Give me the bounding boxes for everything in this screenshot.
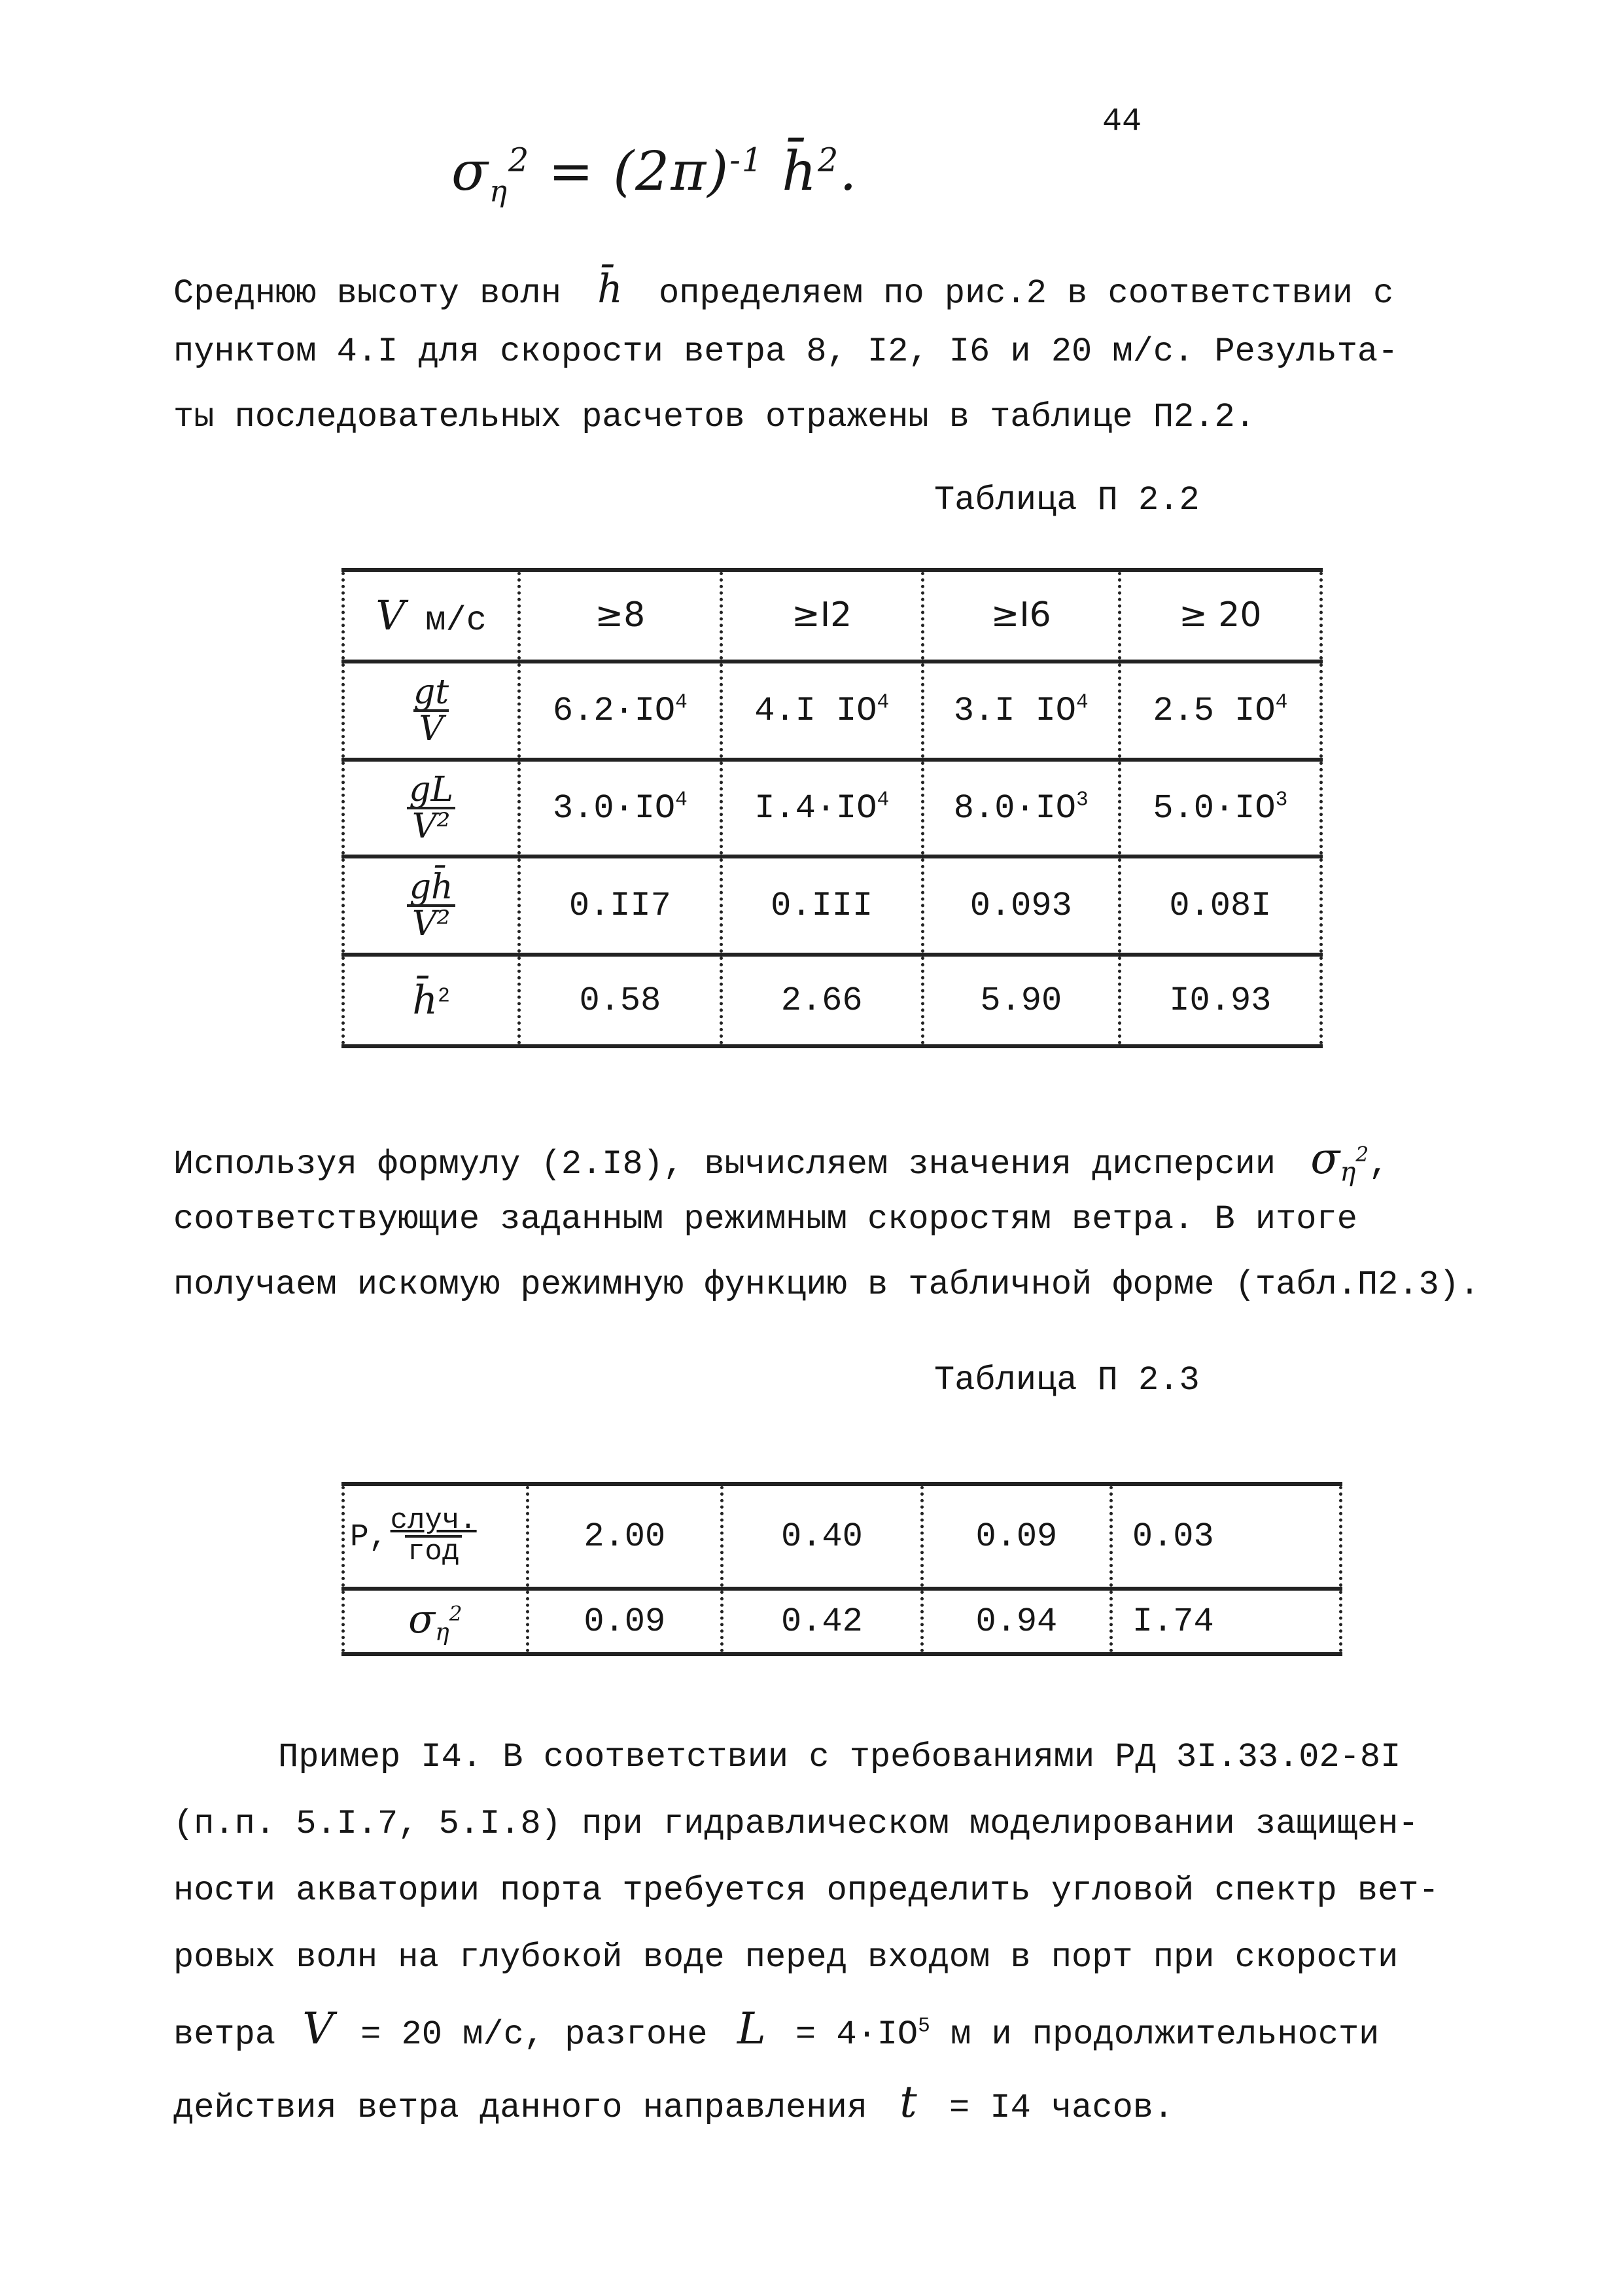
cell-value: I.4·IO <box>754 788 877 828</box>
para2-line1 <box>173 1133 1389 1188</box>
cell-value: 5.0·IO <box>1153 788 1276 828</box>
para3-line5-exp: 5 <box>918 2015 930 2038</box>
header-col-3 <box>922 570 1119 662</box>
frac-den: V <box>413 709 449 746</box>
formula-h-bar: h̄ <box>782 141 818 203</box>
header-col-1 <box>519 570 721 662</box>
table-cell <box>1111 1589 1340 1654</box>
para1-line1-text-b: определяем по рис.2 в соответствии с <box>659 274 1394 313</box>
frac-den: год <box>405 1535 462 1566</box>
table-cell <box>519 662 721 760</box>
row-label-h-bar-sq <box>343 955 519 1046</box>
cell-value: 0.09 <box>975 1517 1058 1556</box>
cell-value: 0.III <box>771 886 873 925</box>
symbol-t: t <box>899 2077 917 2127</box>
cell-value: 0.40 <box>781 1517 863 1556</box>
cell-value: 0.94 <box>975 1602 1058 1641</box>
formula-eq: = <box>548 141 595 203</box>
table-cell <box>922 1589 1111 1654</box>
cell-value: 3.0·IO <box>552 788 676 828</box>
para3-line5-text-d: м и продолжительности <box>951 2015 1380 2054</box>
page-number: 44 <box>1102 103 1142 141</box>
header-col-2 <box>721 570 922 662</box>
symbol-h-bar: h̄ <box>412 977 438 1023</box>
cell-value: 0.08I <box>1169 886 1272 925</box>
cell-exp: 4 <box>675 788 688 812</box>
symbol-sub: η <box>1340 1157 1356 1188</box>
para3-line6-text-a: действия ветра данного направления <box>173 2089 867 2127</box>
table-cell <box>527 1484 722 1589</box>
formula-lhs-sup: 2 <box>508 141 531 179</box>
formula-end: . <box>839 141 858 203</box>
table-row <box>343 857 1321 955</box>
table-cell <box>1119 662 1321 760</box>
cell-exp: 4 <box>1076 691 1089 715</box>
para3-line5-text-c: = 4·IO <box>795 2015 918 2054</box>
table-cell <box>1119 760 1321 857</box>
label-prefix: P, <box>350 1519 388 1555</box>
table-row <box>343 1589 1341 1654</box>
para3-line2: (п.п. 5.I.7, 5.I.8) при гидравлическом моделировании защищен- <box>173 1805 1419 1843</box>
cell-exp: 4 <box>675 691 688 715</box>
para3-line5 <box>173 2004 1380 2054</box>
para1-line3: ты последовательных расчетов отражены в таблице П2.2. <box>173 398 1255 436</box>
frac-den: V² <box>407 904 455 941</box>
table-cell <box>922 760 1119 857</box>
header-col-4 <box>1119 570 1321 662</box>
cell-value: 6.2·IO <box>552 691 676 730</box>
table2-caption: Таблица П 2.3 <box>934 1361 1200 1400</box>
frac-num: gt <box>413 673 449 712</box>
cell-value: 8.0·IO <box>953 788 1077 828</box>
cell-value: I.74 <box>1132 1602 1214 1641</box>
table-cell <box>519 955 721 1046</box>
cell-exp: 4 <box>877 691 890 715</box>
frac-num: gh̄ <box>409 868 453 907</box>
row-label-sigma-sq <box>343 1589 528 1654</box>
formula-h-sup: 2 <box>818 141 840 179</box>
frac-num: gL <box>409 770 454 809</box>
para3-line6 <box>173 2077 1174 2127</box>
cell-value: 3.I IO <box>953 691 1077 730</box>
symbol-h-bar: h̄ <box>597 266 623 312</box>
table-cell <box>722 1589 922 1654</box>
table-row <box>343 570 1321 662</box>
symbol-sup: 2 <box>1355 1142 1369 1167</box>
para2-line1-comma: , <box>1369 1145 1389 1184</box>
table-cell <box>922 955 1119 1046</box>
cell-value: 2.66 <box>780 981 863 1020</box>
formula-rhs-base: (2π) <box>613 141 730 203</box>
para1-line1 <box>173 266 1394 313</box>
header-col-4-label: ≥ 20 <box>1179 595 1262 635</box>
cell-value: I0.93 <box>1169 981 1272 1020</box>
table-cell <box>721 760 922 857</box>
table-row <box>343 662 1321 760</box>
cell-exp: 3 <box>1275 788 1288 812</box>
cell-value: 4.I IO <box>754 691 877 730</box>
para2-line2: соответствующие заданным режимным скоростям ветра. В итоге <box>173 1200 1357 1239</box>
table-row <box>343 955 1321 1046</box>
header-col-2-label: ≥I2 <box>792 595 852 635</box>
cell-value: 0.II7 <box>568 886 671 925</box>
formula-variance <box>451 141 858 208</box>
cell-value: 2.5 IO <box>1153 691 1276 730</box>
cell-value: 0.58 <box>579 981 661 1020</box>
symbol-sigma: σ <box>1310 1133 1340 1184</box>
symbol-sup: 2 <box>438 985 450 1008</box>
para1-line2: пунктом 4.I для скорости ветра 8, I2, I6 и 20 м/с. Результа- <box>173 332 1399 371</box>
symbol-sigma: σ <box>408 1597 436 1643</box>
symbol-sup: 2 <box>449 1602 462 1626</box>
table-cell <box>519 760 721 857</box>
table-cell <box>1111 1484 1340 1589</box>
para3-line5-text-a: ветра <box>173 2015 276 2054</box>
table-cell <box>922 857 1119 955</box>
para2-line3: получаем искомую режимную функцию в табличной форме (табл.П2.3). <box>173 1265 1480 1304</box>
table-row <box>343 1484 1341 1589</box>
table-cell <box>721 662 922 760</box>
table-cell <box>721 955 922 1046</box>
cell-value: 0.42 <box>781 1602 863 1641</box>
symbol-l: L <box>737 2004 766 2054</box>
table-cell <box>922 1484 1111 1589</box>
table-p2-3 <box>341 1482 1342 1656</box>
cell-value: 0.09 <box>584 1602 666 1641</box>
para3-line4: ровых волн на глубокой воде перед входом в порт при скорости <box>173 1938 1399 1977</box>
cell-value: 2.00 <box>584 1517 666 1556</box>
row-label-probability <box>343 1484 528 1589</box>
table-p2-2 <box>341 568 1323 1048</box>
cell-exp: 3 <box>1076 788 1089 812</box>
table-cell <box>527 1589 722 1654</box>
formula-rhs-exp: -1 <box>729 141 764 179</box>
table-cell <box>1119 857 1321 955</box>
para1-line1-text-a: Среднюю высоту волн <box>173 274 561 313</box>
cell-value: 0.03 <box>1132 1517 1214 1556</box>
cell-value: 0.093 <box>969 886 1072 925</box>
header-col-3-label: ≥I6 <box>990 595 1051 635</box>
para3-line5-text-b: = 20 м/с, разгоне <box>360 2015 708 2054</box>
para3-line6-text-b: = I4 часов. <box>949 2089 1174 2127</box>
row-label-gl-v2 <box>343 760 519 857</box>
row-label-gt-v <box>343 662 519 760</box>
table-cell <box>721 857 922 955</box>
table-cell <box>519 857 721 955</box>
para3-line1: Пример I4. В соответствии с требованиями РД 3I.33.02-8I <box>278 1738 1401 1776</box>
table-cell <box>922 662 1119 760</box>
header-col-1-label: ≥8 <box>595 595 646 635</box>
cell-value: 5.90 <box>980 981 1062 1020</box>
header-velocity-cell: V м/с <box>343 570 519 662</box>
para3-line3: ности акватории порта требуется определить угловой спектр вет- <box>173 1871 1439 1910</box>
symbol-sub: η <box>435 1619 449 1646</box>
formula-lhs: σ <box>451 141 489 203</box>
symbol-v: V <box>302 2004 334 2054</box>
cell-exp: 4 <box>1275 691 1288 715</box>
frac-num: случ. <box>390 1504 477 1537</box>
frac-den: V² <box>407 807 455 843</box>
row-label-gh-v2 <box>343 857 519 955</box>
formula-lhs-sub: η <box>489 173 509 209</box>
table-row <box>343 760 1321 857</box>
cell-exp: 4 <box>877 788 890 812</box>
table-cell <box>1119 955 1321 1046</box>
table1-caption: Таблица П 2.2 <box>934 481 1200 520</box>
table-cell <box>722 1484 922 1589</box>
para2-line1-text: Используя формулу (2.I8), вычисляем значения дисперсии <box>173 1145 1276 1184</box>
